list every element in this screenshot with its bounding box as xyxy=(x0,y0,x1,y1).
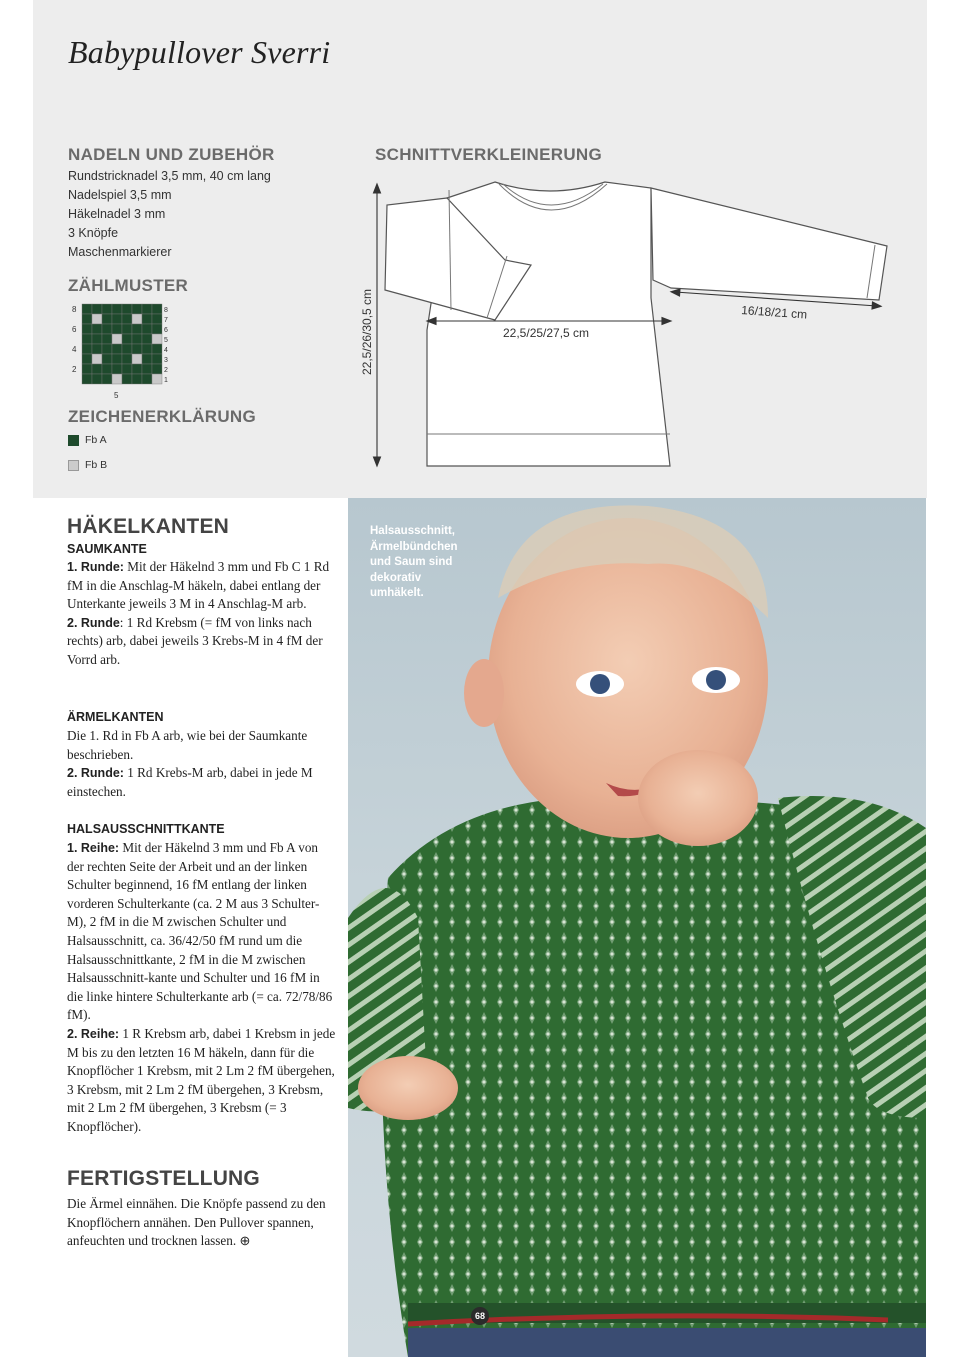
materials-item: Nadelspiel 3,5 mm xyxy=(68,188,172,202)
legend-label: Fb B xyxy=(85,459,108,471)
chart-row-label: 4 xyxy=(72,345,77,354)
chart-cell xyxy=(132,354,142,364)
chart-cell xyxy=(122,364,132,374)
materials-item: Rundstricknadel 3,5 mm, 40 cm lang xyxy=(68,169,271,183)
baby-iris xyxy=(590,674,610,694)
chart-cell xyxy=(82,374,92,384)
legend-swatch-fb-b xyxy=(68,460,79,471)
instruction-text: Die 1. Rd in Fb A arb, wie bei der Saumkante beschrieben. xyxy=(67,728,308,762)
instruction-text: 1 R Krebsm arb, dabei 1 Krebsm in jede M bis zu den letzten 16 M häkeln, dann für die Knopflöcher 1 Krebsm, mit 2 Lm 2 fM übergehen, 3 Krebsm, mit 2 Lm 2 fM übergehen, 3 Krebsm, mit 2 Lm 2 fM übergehen, 3 Krebsm (= 3 Knopflöcher). xyxy=(67,1025,336,1134)
chart-cell xyxy=(92,304,102,314)
materials-item: Häkelnadel 3 mm xyxy=(68,207,166,221)
chart-cell xyxy=(142,364,152,374)
chart-cell xyxy=(142,354,152,364)
chart-cell xyxy=(102,364,112,374)
chart-cell xyxy=(102,324,112,334)
crochet-heading: HÄKELKANTEN xyxy=(67,515,230,538)
instruction-text: : 1 Rd Krebsm (= fM von links nach rechts) arb, dabei jeweils 3 Krebs-M in 4 fM der Vorrd arb. xyxy=(67,614,323,667)
chart-cell xyxy=(132,334,142,344)
chart-cell xyxy=(102,344,112,354)
chart-cell xyxy=(92,314,102,324)
chart-cell xyxy=(92,374,102,384)
row-label: 1. Reihe: xyxy=(67,841,120,855)
chart-cell xyxy=(132,344,142,354)
chart-cell xyxy=(82,324,92,334)
chart-row-label: 4 xyxy=(164,347,168,354)
baby-photo xyxy=(348,498,926,1357)
schematic-heading: SCHNITTVERKLEINERUNG xyxy=(375,145,603,164)
chart-cell xyxy=(102,374,112,384)
baby-hand-at-mouth xyxy=(638,750,758,846)
chart-cell xyxy=(112,314,122,324)
knitting-chart xyxy=(66,300,186,400)
chart-column-label: 5 xyxy=(114,391,119,400)
sweater-schematic-drawing xyxy=(355,170,900,480)
materials-list xyxy=(68,167,271,262)
chart-cell xyxy=(102,334,112,344)
chart-cell xyxy=(122,344,132,354)
chart-cell xyxy=(122,374,132,384)
chart-cell xyxy=(122,314,132,324)
neckline-instructions xyxy=(67,839,337,1137)
chart-cell xyxy=(122,354,132,364)
arrow-left-icon xyxy=(671,289,680,296)
end-mark-icon: ⊕ xyxy=(239,1233,251,1249)
chart-cell xyxy=(92,344,102,354)
chart-row-label: 3 xyxy=(164,357,168,364)
arrow-right-icon xyxy=(662,318,671,325)
chart-cell xyxy=(82,364,92,374)
legend-item xyxy=(68,434,107,446)
sleeve-length-label: 16/18/21 cm xyxy=(740,303,808,322)
chart-cell xyxy=(112,344,122,354)
chart-cell xyxy=(152,344,162,354)
row-label: 2. Reihe: xyxy=(67,1026,120,1041)
hem-instructions xyxy=(67,558,337,670)
finishing-heading: FERTIGSTELLUNG xyxy=(67,1167,260,1190)
chart-cell xyxy=(142,324,152,334)
chart-cell xyxy=(152,374,162,384)
hem-subheading: SAUMKANTE xyxy=(67,542,147,556)
chart-cell xyxy=(112,334,122,344)
materials-item: Maschenmarkierer xyxy=(68,245,172,259)
chart-cell xyxy=(82,344,92,354)
baby-hand xyxy=(358,1056,458,1120)
chart-cell xyxy=(112,304,122,314)
instruction-text: Mit der Häkelnd 3 mm und Fb A von der rechten Seite der Arbeit und an der linken Schulter beginnend, 16 fM entlang der linken vorderen Schulterkante (ca. 2 M aus 3 Schulter-M), 2 fM in die M zwischen Schulter und Halsausschnitt, ca. 36/42/50 fM rund um die Halsausschnittkante, 2 fM in die M zwischen Halsausschnitt-kante und Schulter und 16 fM in die linke hintere Schulterkante arb (= ca. 72/78/86 fM). xyxy=(67,840,333,1023)
round-label: 2. Runde xyxy=(67,615,120,630)
instruction-text: 1 Rd Krebs-M arb, dabei in jede M einstechen. xyxy=(67,765,313,799)
sweater-schematic xyxy=(355,170,900,480)
chart-cell xyxy=(122,304,132,314)
legend-label: Fb A xyxy=(85,434,107,446)
arrow-up-icon xyxy=(374,184,381,193)
chart-cell xyxy=(132,324,142,334)
chart-cell xyxy=(122,334,132,344)
width-label: 22,5/25/27,5 cm xyxy=(503,326,590,340)
sleeve-edges-subheading: ÄRMELKANTEN xyxy=(67,710,164,724)
finishing-instructions xyxy=(67,1195,337,1251)
chart-row-label: 6 xyxy=(164,327,168,334)
chart-cell xyxy=(152,354,162,364)
chart-cell xyxy=(102,304,112,314)
chart-cell xyxy=(92,364,102,374)
chart-cell xyxy=(132,374,142,384)
chart-cell xyxy=(142,304,152,314)
chart-cell xyxy=(112,324,122,334)
chart-cell xyxy=(132,304,142,314)
instruction-text: Mit der Häkelnd 3 mm und Fb C 1 Rd fM in die Anschlag-M häkeln, dabei entlang der Unterkante jeweils 3 M in 4 Anschlag-M arb. xyxy=(67,559,330,612)
chart-row-label: 1 xyxy=(164,377,168,384)
chart-cell xyxy=(82,304,92,314)
chart-cell xyxy=(102,314,112,324)
round-label: 2. Runde: xyxy=(67,766,124,781)
chart-cell xyxy=(92,324,102,334)
page-title: Babypullover Sverri xyxy=(68,34,331,70)
chart-cell xyxy=(152,324,162,334)
chart-row-label: 2 xyxy=(164,367,168,374)
chart-row-label: 7 xyxy=(164,317,168,324)
chart-row-label: 8 xyxy=(164,307,168,314)
legend-item xyxy=(68,459,107,471)
chart-cell xyxy=(152,334,162,344)
chart-cell xyxy=(152,364,162,374)
blue-pants xyxy=(408,1328,926,1357)
chart-heading: ZÄHLMUSTER xyxy=(68,276,189,295)
chart-cell xyxy=(112,374,122,384)
chart-cell xyxy=(122,324,132,334)
chart-cell xyxy=(102,354,112,364)
chart-cell xyxy=(132,314,142,324)
chart-cell xyxy=(82,354,92,364)
chart-cell xyxy=(112,364,122,374)
instruction-text: Die Ärmel einnähen. Die Knöpfe passend zu den Knopflöchern annähen. Den Pullover spannen, anfeuchten und trocknen lassen. xyxy=(67,1196,326,1249)
sweater-right-sleeve-outline xyxy=(651,188,887,300)
chart-cell xyxy=(82,314,92,324)
chart-cell xyxy=(152,304,162,314)
chart-cell xyxy=(132,364,142,374)
height-label: 22,5/26/30,5 cm xyxy=(360,288,374,375)
chart-cell xyxy=(92,334,102,344)
materials-heading: NADELN UND ZUBEHÖR xyxy=(68,145,275,164)
neckline-subheading: HALSAUSSCHNITTKANTE xyxy=(67,822,225,836)
chart-cell xyxy=(92,354,102,364)
chart-row-label: 6 xyxy=(72,325,77,334)
arrow-down-icon xyxy=(374,457,381,466)
chart-cell xyxy=(142,344,152,354)
chart-cell xyxy=(82,334,92,344)
chart-row-label: 2 xyxy=(72,365,77,374)
round-label: 1. Runde: xyxy=(67,560,124,574)
sleeve-edges-instructions xyxy=(67,727,337,801)
baby-iris xyxy=(706,670,726,690)
photo-caption: Halsausschnitt, Ärmelbündchen und Saum sind dekorativ umhäkelt. xyxy=(370,525,458,599)
materials-item: 3 Knöpfe xyxy=(68,226,119,240)
chart-cell xyxy=(112,354,122,364)
chart-row-label: 5 xyxy=(164,337,168,344)
arrow-right-icon xyxy=(872,302,881,309)
knitting-chart-grid xyxy=(66,300,186,400)
baby-photo-illustration xyxy=(348,498,926,1357)
chart-cell xyxy=(142,374,152,384)
chart-cell xyxy=(152,314,162,324)
page-number: 68 xyxy=(471,1307,489,1325)
chart-cell xyxy=(142,314,152,324)
legend-swatch-fb-a xyxy=(68,435,79,446)
chart-cell xyxy=(142,334,152,344)
baby-ear xyxy=(464,659,504,727)
chart-row-label: 8 xyxy=(72,305,77,314)
legend-heading: ZEICHENERKLÄRUNG xyxy=(68,407,257,426)
